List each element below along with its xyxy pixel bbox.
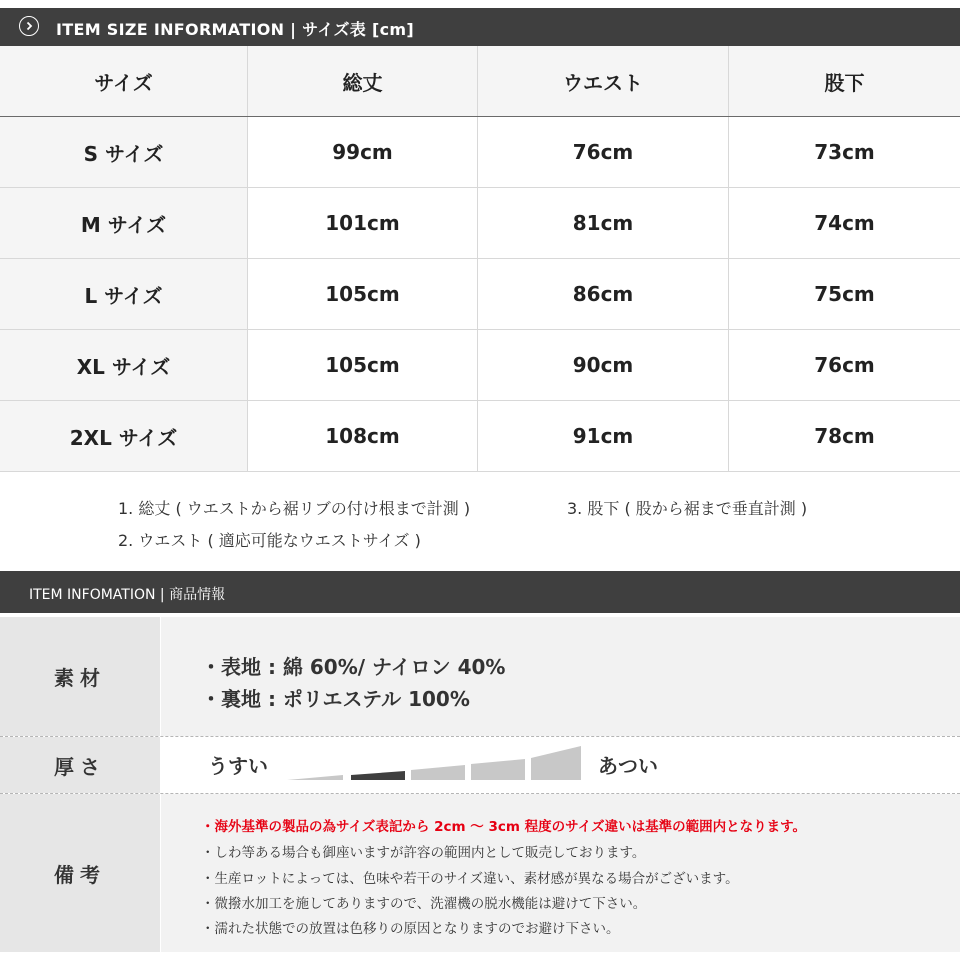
inseam-cell: 75cm — [814, 282, 875, 306]
size-cell: M サイズ — [0, 188, 248, 258]
remarks-label: 備考 — [0, 794, 160, 952]
inseam-cell: 74cm — [814, 211, 875, 235]
size-cell: S サイズ — [0, 117, 248, 187]
measure-note-2: 2. ウエスト ( 適応可能なウエストサイズ ) — [118, 531, 421, 550]
remark-line: ・微撥水加工を施してありますので、洗濯機の脱水機能は避けて下さい。 — [201, 896, 647, 912]
remarks-body — [161, 794, 960, 952]
material-lining: ・裏地 : ポリエステル 100% — [201, 687, 470, 711]
remark-line: ・しわ等ある場合も御座いますが許容の範囲内として販売しております。 — [201, 845, 646, 861]
material-row — [0, 617, 960, 736]
table-row — [0, 401, 960, 472]
inseam-column-header: 股下 — [729, 46, 960, 116]
material-outer: ・表地 : 綿 60%/ ナイロン 40% — [201, 655, 506, 679]
item-info-title: ITEM INFOMATION | 商品情報 — [29, 587, 226, 603]
remark-highlight: ・海外基準の製品の為サイズ表記から 2cm ～ 3cm 程度のサイズ違いは基準の範囲内となります。 — [201, 819, 806, 835]
thick-label: あつい — [598, 754, 658, 778]
measure-note-1: 1. 総丈 ( ウエストから裾リブの付け根まで計測 ) — [118, 499, 471, 518]
waist-cell: 81cm — [478, 188, 729, 258]
total-length-cell: 99cm — [248, 117, 478, 187]
thickness-level-4 — [471, 759, 525, 780]
thickness-row — [0, 737, 960, 793]
thickness-scale — [287, 746, 583, 782]
thickness-level-2 — [351, 771, 405, 780]
remark-line: ・濡れた状態での放置は色移りの原因となりますのでお避け下さい。 — [201, 921, 620, 937]
total-length-cell: 105cm — [248, 330, 478, 400]
item-info-header — [0, 571, 960, 613]
inseam-cell: 76cm — [814, 353, 875, 377]
thickness-label: 厚さ — [0, 737, 160, 793]
table-row — [0, 188, 960, 259]
table-row — [0, 117, 960, 188]
size-column-header: サイズ — [0, 46, 248, 116]
size-cell: L サイズ — [0, 259, 248, 329]
thickness-level-1 — [287, 775, 343, 780]
waist-cell: 90cm — [478, 330, 729, 400]
thin-label: うすい — [208, 754, 268, 778]
total-length-column-header: 総丈 — [248, 46, 478, 116]
thickness-level-5 — [531, 746, 581, 780]
thickness-level-3 — [411, 765, 465, 780]
size-table-header-row — [0, 46, 960, 117]
waist-cell: 91cm — [478, 401, 729, 471]
size-cell: XL サイズ — [0, 330, 248, 400]
remark-line: ・生産ロットによっては、色味や若干のサイズ違い、素材感が異なる場合がございます。 — [201, 871, 739, 887]
waist-cell: 86cm — [478, 259, 729, 329]
waist-cell: 76cm — [478, 117, 729, 187]
table-row — [0, 330, 960, 401]
size-info-title: ITEM SIZE INFORMATION | サイズ表 [cm] — [56, 20, 414, 39]
material-label: 素材 — [0, 617, 160, 736]
inseam-cell: 73cm — [814, 140, 875, 164]
thickness-body — [161, 737, 960, 793]
chevron-right-circle-icon — [19, 16, 39, 36]
size-cell: 2XL サイズ — [0, 401, 248, 471]
inseam-cell: 78cm — [814, 424, 875, 448]
size-info-header — [0, 8, 960, 46]
remarks-row — [0, 794, 960, 952]
material-body — [161, 617, 960, 736]
total-length-cell: 105cm — [248, 259, 478, 329]
waist-column-header: ウエスト — [478, 46, 729, 116]
table-row — [0, 259, 960, 330]
total-length-cell: 108cm — [248, 401, 478, 471]
measure-note-3: 3. 股下 ( 股から裾まで垂直計測 ) — [567, 499, 808, 518]
total-length-cell: 101cm — [248, 188, 478, 258]
